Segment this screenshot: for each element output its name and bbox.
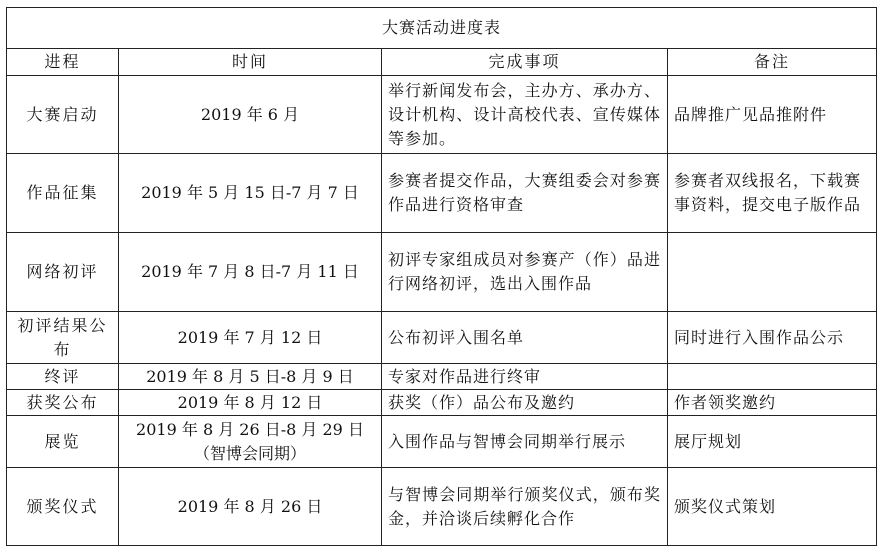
header-stage: 进程 <box>7 49 119 76</box>
stage-cell: 终评 <box>7 364 119 390</box>
work-cell: 与智博会同期举行颁奖仪式，颁布奖金，并洽谈后续孵化合作 <box>382 468 668 546</box>
note-cell: 品牌推广见品推附件 <box>668 76 877 154</box>
table-row <box>7 233 877 312</box>
progress-table <box>6 7 877 546</box>
title-row <box>7 8 877 49</box>
table-row <box>7 154 877 233</box>
time-cell: 2019 年 8 月 5 日-8 月 9 日 <box>119 364 382 390</box>
note-cell <box>668 233 877 312</box>
table-row <box>7 468 877 546</box>
stage-cell: 初评结果公布 <box>7 312 119 364</box>
table-row <box>7 76 877 154</box>
time-cell: 2019 年 8 月 26 日 <box>119 468 382 546</box>
work-cell: 举行新闻发布会，主办方、承办方、设计机构、设计高校代表、宣传媒体等参加。 <box>382 76 668 154</box>
time-cell: 2019 年 8 月 12 日 <box>119 390 382 416</box>
table-title: 大赛活动进度表 <box>7 8 877 49</box>
stage-cell: 作品征集 <box>7 154 119 233</box>
time-note: （智博会同期） <box>193 443 306 463</box>
stage-cell: 网络初评 <box>7 233 119 312</box>
time-cell: 2019 年 7 月 8 日-7 月 11 日 <box>119 233 382 312</box>
stage-cell: 获奖公布 <box>7 390 119 416</box>
time-cell: 2019 年 7 月 12 日 <box>119 312 382 364</box>
table-row <box>7 390 877 416</box>
time-cell: 2019 年 5 月 15 日-7 月 7 日 <box>119 154 382 233</box>
work-cell: 参赛者提交作品，大赛组委会对参赛作品进行资格审查 <box>382 154 668 233</box>
note-cell: 参赛者双线报名，下载赛事资料，提交电子版作品 <box>668 154 877 233</box>
time-cell: 2019 年 6 月 <box>119 76 382 154</box>
note-cell <box>668 364 877 390</box>
note-cell: 同时进行入围作品公示 <box>668 312 877 364</box>
work-cell: 获奖（作）品公布及邀约 <box>382 390 668 416</box>
work-cell: 初评专家组成员对参赛产（作）品进行网络初评，选出入围作品 <box>382 233 668 312</box>
work-cell: 公布初评入围名单 <box>382 312 668 364</box>
note-cell: 颁奖仪式策划 <box>668 468 877 546</box>
table-row <box>7 312 877 364</box>
work-cell: 入围作品与智博会同期举行展示 <box>382 416 668 468</box>
stage-cell: 大赛启动 <box>7 76 119 154</box>
table-row <box>7 364 877 390</box>
stage-cell: 颁奖仪式 <box>7 468 119 546</box>
note-cell: 展厅规划 <box>668 416 877 468</box>
header-row <box>7 49 877 76</box>
work-cell: 专家对作品进行终审 <box>382 364 668 390</box>
header-note: 备注 <box>668 49 877 76</box>
header-time: 时间 <box>119 49 382 76</box>
time-cell <box>119 416 382 468</box>
note-cell: 作者领奖邀约 <box>668 390 877 416</box>
schedule-document <box>6 7 876 546</box>
stage-cell: 展览 <box>7 416 119 468</box>
time-range: 2019 年 8 月 26 日-8 月 29 日 <box>136 419 364 439</box>
header-work: 完成事项 <box>382 49 668 76</box>
table-row <box>7 416 877 468</box>
